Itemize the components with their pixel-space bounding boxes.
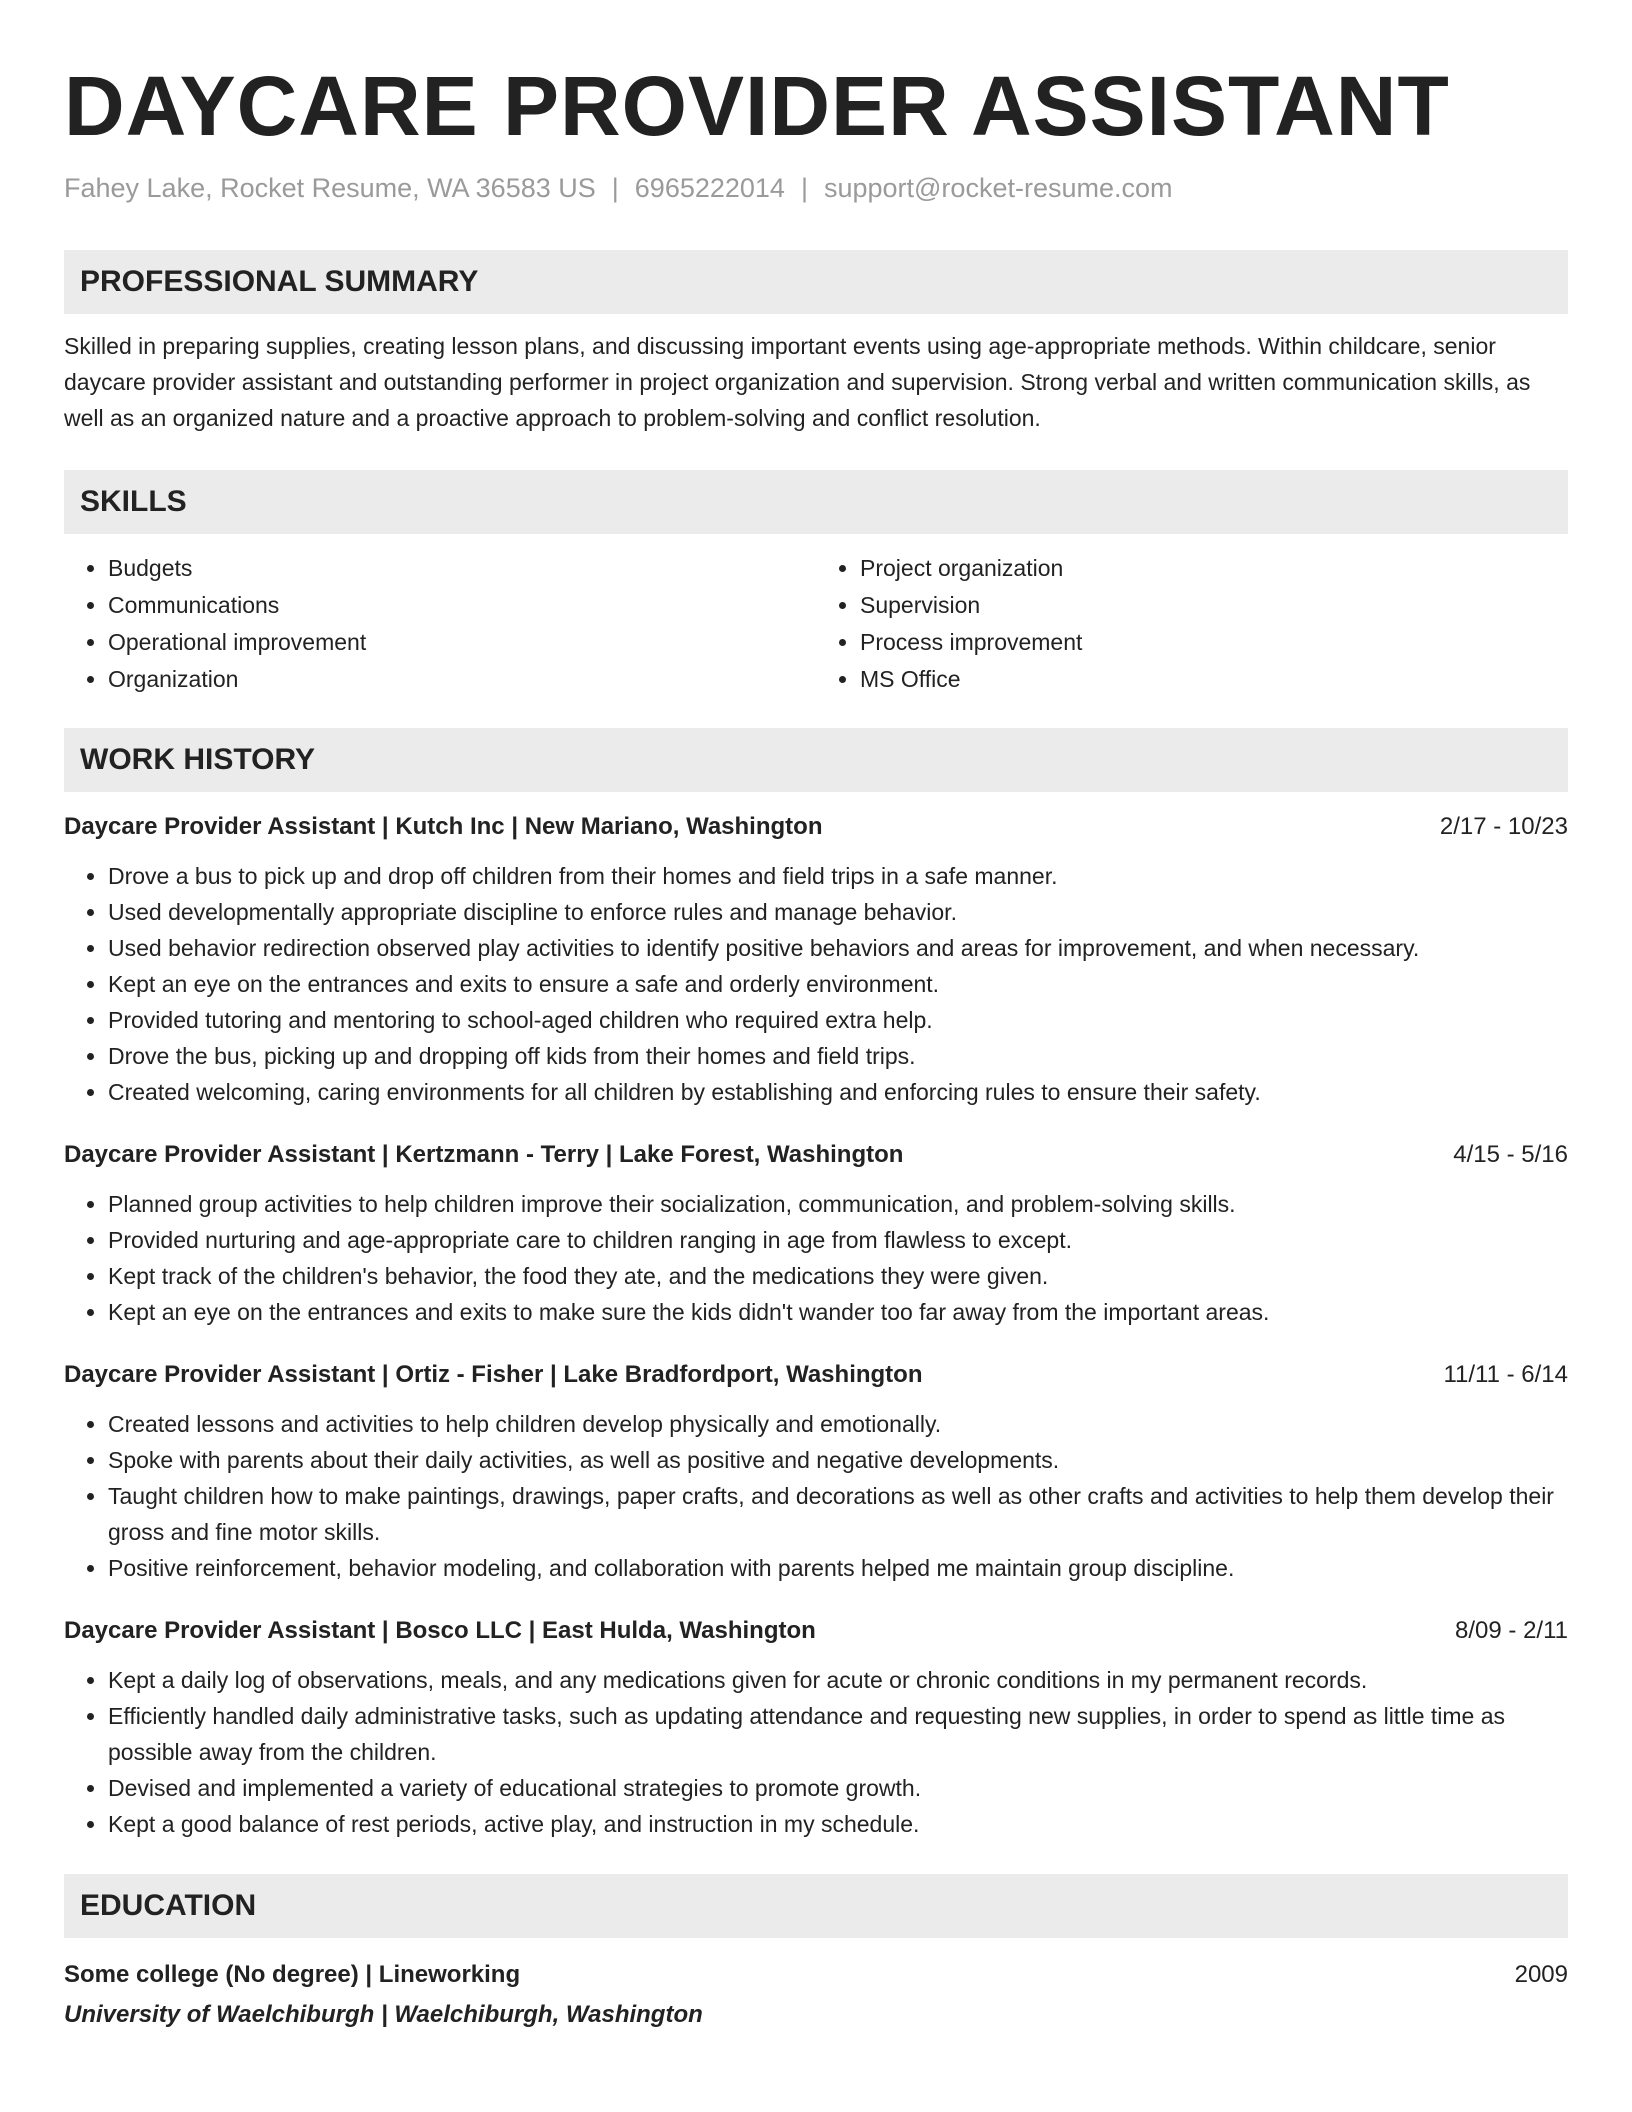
job-entry (64, 810, 1568, 1110)
job-bullet: • Taught children how to make paintings, drawings, paper crafts, and decorations as well as other crafts and activities to help them develop their gross and fine motor skills. (108, 1478, 1568, 1550)
skill-item: • Process improvement (860, 624, 1568, 661)
job-bullet: • Created lessons and activities to help children develop physically and emotionally. (108, 1406, 1568, 1442)
job-bullets (64, 1662, 1568, 1842)
contact-phone: 6965222014 (634, 173, 785, 203)
skill-item: • Operational improvement (108, 624, 816, 661)
resume-page (64, 0, 1568, 2032)
job-title: Daycare Provider Assistant | Kertzmann - Terry | Lake Forest, Washington (64, 1141, 904, 1168)
contact-line (64, 170, 1568, 206)
job-bullet: • Devised and implemented a variety of educational strategies to promote growth. (108, 1770, 1568, 1806)
job-bullet: • Spoke with parents about their daily activities, as well as positive and negative developments. (108, 1442, 1568, 1478)
education-year: 2009 (1514, 1961, 1568, 1988)
job-bullet: • Drove a bus to pick up and drop off children from their homes and field trips in a safe manner. (108, 858, 1568, 894)
job-bullet: • Drove the bus, picking up and dropping off kids from their homes and field trips. (108, 1038, 1568, 1074)
job-dates: 8/09 - 2/11 (1455, 1617, 1568, 1644)
skill-item: • MS Office (860, 661, 1568, 698)
job-title: Daycare Provider Assistant | Bosco LLC | East Hulda, Washington (64, 1617, 816, 1644)
contact-separator: | (800, 173, 808, 203)
work-history-heading: WORK HISTORY (64, 728, 1568, 792)
job-bullets (64, 1186, 1568, 1330)
contact-email: support@rocket-resume.com (823, 173, 1173, 203)
skill-item: • Budgets (108, 550, 816, 587)
job-header (64, 1138, 1568, 1172)
skills-column-right (816, 550, 1568, 698)
contact-address: Fahey Lake, Rocket Resume, WA 36583 US (64, 173, 596, 203)
job-bullet: • Positive reinforcement, behavior modeling, and collaboration with parents helped me maintain group discipline. (108, 1550, 1568, 1586)
skills-column-left (64, 550, 816, 698)
candidate-name: DAYCARE PROVIDER ASSISTANT (64, 59, 1450, 153)
job-bullet: • Efficiently handled daily administrative tasks, such as updating attendance and requesting new supplies, in order to spend as little time as possible away from the children. (108, 1698, 1568, 1770)
job-bullets (64, 1406, 1568, 1586)
job-bullet: • Used developmentally appropriate discipline to enforce rules and manage behavior. (108, 894, 1568, 930)
contact-separator: | (611, 173, 619, 203)
job-bullet: • Kept an eye on the entrances and exits to ensure a safe and orderly environment. (108, 966, 1568, 1002)
job-bullet: • Provided tutoring and mentoring to school-aged children who required extra help. (108, 1002, 1568, 1038)
job-dates: 4/15 - 5/16 (1453, 1141, 1568, 1168)
skill-item: • Communications (108, 587, 816, 624)
summary-heading: PROFESSIONAL SUMMARY (64, 250, 1568, 314)
education-degree: Some college (No degree) | Lineworking (64, 1961, 521, 1988)
education-heading: EDUCATION (64, 1874, 1568, 1938)
job-header (64, 1614, 1568, 1648)
job-bullets (64, 858, 1568, 1110)
job-bullet: • Kept an eye on the entrances and exits to make sure the kids didn't wander too far away from the important areas. (108, 1294, 1568, 1330)
summary-text: Skilled in preparing supplies, creating lesson plans, and discussing important events using age-appropriate methods. Within childcare, senior daycare provider assistant and outstanding performer in project organization and supervision. Strong verbal and written communication skills, as well as an organized nature and a proactive approach to problem-solving and conflict resolution. (64, 333, 1531, 431)
job-bullet: • Planned group activities to help children improve their socialization, communication, and problem-solving skills. (108, 1186, 1568, 1222)
skills-heading: SKILLS (64, 470, 1568, 534)
skill-item: • Project organization (860, 550, 1568, 587)
job-bullet: • Used behavior redirection observed play activities to identify positive behaviors and areas for improvement, and when necessary. (108, 930, 1568, 966)
education-header (64, 1958, 1568, 1992)
job-dates: 11/11 - 6/14 (1443, 1361, 1568, 1388)
job-entry (64, 1614, 1568, 1842)
job-entry (64, 1358, 1568, 1586)
job-header (64, 810, 1568, 844)
skill-item: • Supervision (860, 587, 1568, 624)
skill-item: • Organization (108, 661, 816, 698)
skills-list (64, 550, 1568, 698)
job-entry (64, 1138, 1568, 1330)
job-bullet: • Kept a good balance of rest periods, active play, and instruction in my schedule. (108, 1806, 1568, 1842)
job-bullet: • Kept track of the children's behavior, the food they ate, and the medications they were given. (108, 1258, 1568, 1294)
education-school: University of Waelchiburgh | Waelchiburgh, Washington (64, 2001, 703, 2028)
job-bullet: • Provided nurturing and age-appropriate care to children ranging in age from flawless to except. (108, 1222, 1568, 1258)
job-bullet: • Kept a daily log of observations, meals, and any medications given for acute or chronic conditions in my permanent records. (108, 1662, 1568, 1698)
job-bullet: • Created welcoming, caring environments for all children by establishing and enforcing rules to ensure their safety. (108, 1074, 1568, 1110)
job-header (64, 1358, 1568, 1392)
job-title: Daycare Provider Assistant | Kutch Inc | New Mariano, Washington (64, 813, 823, 840)
job-title: Daycare Provider Assistant | Ortiz - Fisher | Lake Bradfordport, Washington (64, 1361, 923, 1388)
job-dates: 2/17 - 10/23 (1439, 813, 1568, 840)
